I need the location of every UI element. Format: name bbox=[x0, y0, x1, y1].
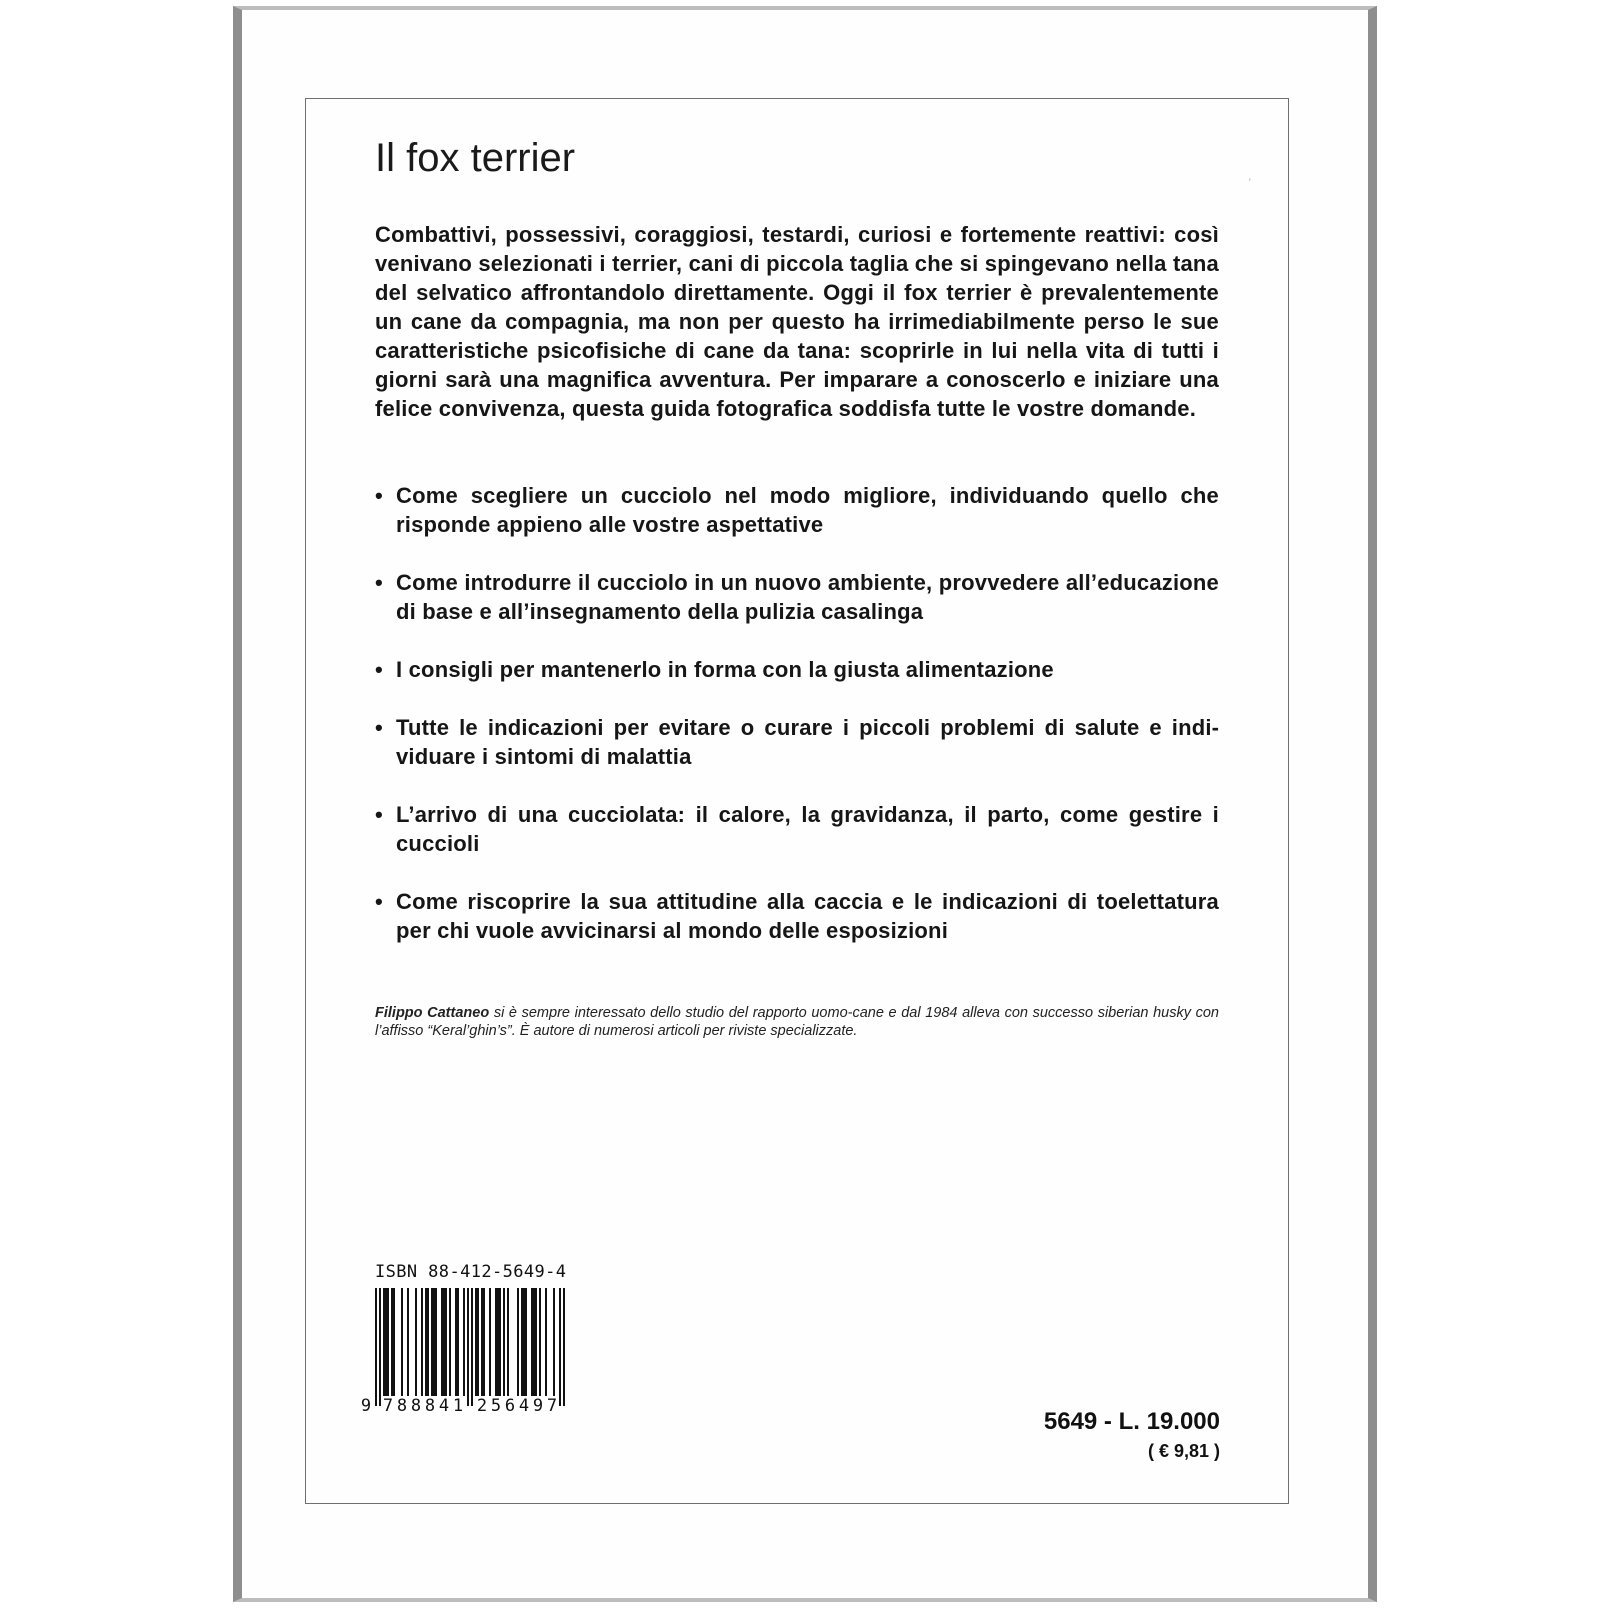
price-lire: 5649 - L. 19.000 bbox=[1043, 1408, 1220, 1435]
barcode-bar bbox=[415, 1288, 417, 1396]
barcode-digit: 9 bbox=[532, 1396, 544, 1416]
barcode-guard-bar bbox=[379, 1288, 381, 1406]
barcode-bar bbox=[539, 1288, 541, 1396]
feature-item: • Come introdurre il cucciolo in un nuovo ambiente, provvedere all’educazione di base e all’insegnamento della pulizia casalinga bbox=[375, 568, 1219, 626]
barcode-guard-bar bbox=[467, 1288, 469, 1406]
feature-item: • Tutte le indicazioni per evitare o curare i piccoli problemi di salute e individuare i sintomi di malattia bbox=[375, 713, 1219, 771]
feature-item: • I consigli per mantenerlo in forma con la giusta alimentazione bbox=[375, 655, 1219, 684]
barcode-guard-bar bbox=[471, 1288, 473, 1406]
author-bio bbox=[375, 1004, 1219, 1040]
barcode-digit: 7 bbox=[382, 1396, 394, 1416]
feature-item: • Come riscoprire la sua attitudine alla caccia e le indicazioni di toelettatura per chi vuole avvicinarsi al mondo delle esposizioni bbox=[375, 887, 1219, 945]
barcode-guard-bar bbox=[563, 1288, 565, 1406]
isbn-barcode bbox=[359, 1288, 595, 1468]
price-euro: ( € 9,81 ) bbox=[1147, 1441, 1220, 1461]
barcode-bar bbox=[545, 1288, 547, 1396]
intro-paragraph: Combattivi, possessivi, coraggiosi, testardi, curiosi e fortemente reattivi: così venivano selezionati i terrier, cani di piccola taglia che si spingevano nella tana del selvatico affrontandolo direttamente. Oggi il fox terrier è prevalentemente un cane da compagnia, ma non per questo ha irrimediabilmente perso le sue caratteristiche psicofisiche di cane da tana: scoprirle in lui nella vita di tutti i giorni sarà una magnifica avventura. Per imparare a conoscerlo e iniziare una felice convivenza, questa guida fotografica soddisfa tutte le vostre domande. bbox=[375, 222, 1219, 421]
author-name: Filippo Cattaneo bbox=[375, 1005, 490, 1021]
barcode-digit: 8 bbox=[396, 1396, 408, 1416]
barcode-guard-bar bbox=[559, 1288, 561, 1406]
barcode-bar bbox=[421, 1288, 423, 1396]
barcode-bar bbox=[401, 1288, 403, 1396]
barcode-bar bbox=[475, 1288, 479, 1396]
barcode-digits bbox=[361, 1396, 557, 1416]
barcode-digit: 4 bbox=[438, 1396, 450, 1416]
barcode-digit: 7 bbox=[546, 1396, 558, 1416]
barcode-bar bbox=[407, 1288, 409, 1396]
barcode-bar bbox=[455, 1288, 459, 1396]
barcode-bar bbox=[441, 1288, 447, 1396]
barcode-guard-bar bbox=[375, 1288, 377, 1406]
barcode-digit: 2 bbox=[476, 1396, 488, 1416]
barcode-digit: 8 bbox=[424, 1396, 436, 1416]
barcode-bar bbox=[495, 1288, 501, 1396]
barcode-digit: 9 bbox=[360, 1396, 372, 1416]
barcode-digit: 8 bbox=[410, 1396, 422, 1416]
book-title: Il fox terrier bbox=[375, 136, 576, 180]
corner-mark: ′ bbox=[1249, 177, 1251, 187]
feature-item: • L’arrivo di una cucciolata: il calore, la gravidanza, il parto, come gestire i cuccioli bbox=[375, 800, 1219, 858]
barcode-digit: 1 bbox=[452, 1396, 464, 1416]
barcode-bar bbox=[481, 1288, 485, 1396]
barcode-bar bbox=[449, 1288, 451, 1396]
barcode-bar bbox=[383, 1288, 389, 1396]
barcode-digit: 5 bbox=[490, 1396, 502, 1416]
feature-list bbox=[375, 481, 1219, 945]
feature-item: • Come scegliere un cucciolo nel modo migliore, individuando quello che risponde appieno alle vostre aspettative bbox=[375, 481, 1219, 539]
barcode-bars bbox=[375, 1288, 565, 1406]
barcode-bar bbox=[553, 1288, 555, 1396]
barcode-bar bbox=[517, 1288, 519, 1396]
barcode-digit: 6 bbox=[504, 1396, 516, 1416]
barcode-bar bbox=[503, 1288, 505, 1396]
barcode-bar bbox=[431, 1288, 437, 1396]
isbn-label: ISBN 88-412-5649-4 bbox=[375, 1262, 567, 1282]
barcode-bar bbox=[425, 1288, 429, 1396]
barcode-bar bbox=[391, 1288, 395, 1396]
barcode-bar bbox=[521, 1288, 527, 1396]
author-bio-text: si è sempre interessato dello studio del rapporto uomo-cane e dal 1984 alleva con successo siberian husky con l’affisso “Keral’ghin’s”. È autore di numerosi articoli per riviste specializzate. bbox=[375, 1005, 1219, 1039]
barcode-bar bbox=[489, 1288, 491, 1396]
barcode-bar bbox=[463, 1288, 465, 1396]
barcode-bar bbox=[507, 1288, 509, 1396]
barcode-digit: 4 bbox=[518, 1396, 530, 1416]
barcode-bar bbox=[531, 1288, 537, 1396]
